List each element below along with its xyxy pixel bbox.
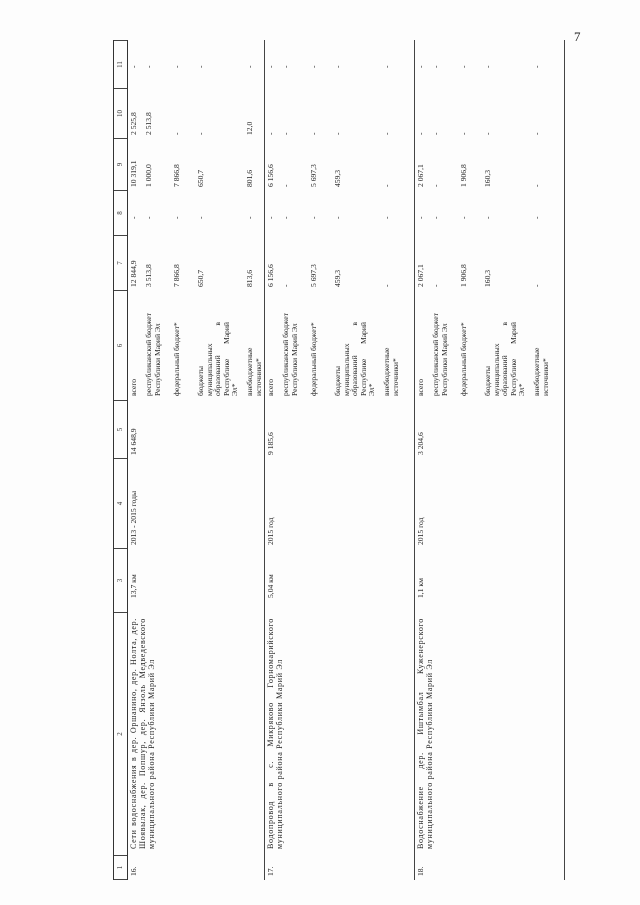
header-row bbox=[113, 40, 128, 880]
value-col8: - bbox=[266, 216, 275, 219]
value-col11: - bbox=[196, 65, 205, 68]
value-col9: 10 319,1 bbox=[129, 160, 138, 187]
funding-source: федеральный бюджет* bbox=[459, 322, 468, 396]
value-col8: - bbox=[431, 216, 440, 219]
column-header-7: 7 bbox=[114, 235, 127, 290]
value-col11: - bbox=[266, 65, 275, 68]
value-col11: - bbox=[309, 65, 318, 68]
value-col10: - bbox=[431, 132, 440, 135]
value-col10: - bbox=[309, 132, 318, 135]
value-col9: 2 067,1 bbox=[416, 164, 425, 187]
estimated-cost: 14 648,9 bbox=[129, 428, 138, 455]
value-col8-column bbox=[415, 190, 564, 235]
value-col7-column bbox=[415, 235, 564, 290]
object-name: Водопровод в с. Микряково Горномарийского муниципального района Республики Марий Эл bbox=[266, 618, 284, 849]
object-name: Водоснабжение дер. Иштымбал Куженерского муниципального района Республики Марий Эл bbox=[416, 618, 434, 849]
funding-source: республиканский бюджет Республики Марий Эл bbox=[431, 313, 449, 396]
value-col11: - bbox=[459, 65, 468, 68]
value-col11: - bbox=[382, 65, 391, 68]
value-col7: 7 866,8 bbox=[172, 264, 181, 287]
column-header-3: 3 bbox=[114, 548, 127, 612]
value-col8-column bbox=[128, 190, 264, 235]
value-col11: - bbox=[483, 65, 492, 68]
column-header-9: 9 bbox=[114, 138, 127, 190]
value-col10: 2 513,8 bbox=[144, 112, 153, 135]
value-col9: 5 697,3 bbox=[309, 164, 318, 187]
funding-source: бюджеты муниципальных образований в Республике Марий Эл* bbox=[483, 322, 527, 396]
column-header-4: 4 bbox=[114, 458, 127, 548]
value-col7: 160,3 bbox=[483, 269, 492, 287]
value-col9-column bbox=[265, 138, 414, 190]
value-col11: - bbox=[144, 65, 153, 68]
column-header-5: 5 bbox=[114, 400, 127, 458]
column-header-10: 10 bbox=[114, 88, 127, 138]
value-col10-column bbox=[415, 88, 564, 138]
funding-source: федеральный бюджет* bbox=[172, 322, 181, 396]
value-col10: - bbox=[281, 132, 290, 135]
value-col11-column bbox=[415, 40, 564, 88]
column-header-11: 11 bbox=[114, 40, 127, 88]
value-col8: - bbox=[483, 216, 492, 219]
object-capacity: 13,7 км bbox=[129, 574, 138, 598]
column-header-2: 2 bbox=[114, 612, 127, 855]
value-col10: - bbox=[196, 132, 205, 135]
object-name: Сети водоснабжения в дер. Оршанино, дер. Нолта, дер. Шоявылак, дер. Попшур, дер. Янзоль Медведевского муниципального района Республики Марий Эл bbox=[129, 618, 156, 849]
value-col7-column bbox=[265, 235, 414, 290]
value-col10: - bbox=[416, 132, 425, 135]
value-col8: - bbox=[172, 216, 181, 219]
value-col7: 2 067,1 bbox=[416, 264, 425, 287]
value-col7: 650,7 bbox=[196, 269, 205, 287]
value-col10: - bbox=[532, 132, 541, 135]
funding-source: всего bbox=[416, 378, 425, 396]
value-col8: - bbox=[459, 216, 468, 219]
funding-source: бюджеты муниципальных образований в Республике Марий Эл* bbox=[196, 322, 240, 396]
value-col9: - bbox=[382, 184, 391, 187]
value-col11: - bbox=[532, 65, 541, 68]
value-col9-column bbox=[128, 138, 264, 190]
value-col7: - bbox=[532, 284, 541, 287]
value-col11: - bbox=[416, 65, 425, 68]
column-header-6: 6 bbox=[114, 290, 127, 400]
value-col9: 1 906,8 bbox=[459, 164, 468, 187]
program-table bbox=[113, 40, 565, 880]
estimated-cost: 3 204,6 bbox=[416, 432, 425, 455]
value-col10: - bbox=[266, 132, 275, 135]
value-col9: 7 866,8 bbox=[172, 164, 181, 187]
value-col8: - bbox=[144, 216, 153, 219]
funding-source: всего bbox=[266, 378, 275, 396]
funding-source: всего bbox=[129, 378, 138, 396]
value-col8: - bbox=[382, 216, 391, 219]
rotated-table-wrapper bbox=[113, 40, 565, 880]
value-col11-column bbox=[265, 40, 414, 88]
value-col10-column bbox=[265, 88, 414, 138]
value-col10: - bbox=[333, 132, 342, 135]
implementation-period: 2015 год bbox=[416, 517, 425, 545]
table-row bbox=[415, 40, 565, 880]
value-col9: - bbox=[281, 184, 290, 187]
value-col9: 160,3 bbox=[483, 169, 492, 187]
funding-source-column bbox=[265, 290, 414, 400]
value-col8: - bbox=[309, 216, 318, 219]
value-col7: 3 513,8 bbox=[144, 264, 153, 287]
funding-source: внебюджетные источники* bbox=[245, 347, 263, 396]
page-number: 7 bbox=[574, 29, 581, 44]
funding-source: внебюджетные источники* bbox=[382, 347, 400, 396]
value-col8: - bbox=[416, 216, 425, 219]
value-col11: - bbox=[172, 65, 181, 68]
funding-source-column bbox=[415, 290, 564, 400]
value-col8: - bbox=[129, 216, 138, 219]
value-col10: - bbox=[459, 132, 468, 135]
value-col11: - bbox=[129, 65, 138, 68]
value-col7: 1 906,8 bbox=[459, 264, 468, 287]
value-col9: - bbox=[431, 184, 440, 187]
value-col11: - bbox=[333, 65, 342, 68]
value-col9: 801,6 bbox=[245, 169, 254, 187]
value-col7: - bbox=[431, 284, 440, 287]
row-number: 16. bbox=[129, 866, 138, 876]
value-col10-column bbox=[128, 88, 264, 138]
value-col8: - bbox=[196, 216, 205, 219]
object-capacity: 1,1 км bbox=[416, 578, 425, 598]
value-col9: 459,3 bbox=[333, 169, 342, 187]
value-col10: 2 525,8 bbox=[129, 112, 138, 135]
funding-source-column bbox=[128, 290, 264, 400]
value-col11: - bbox=[281, 65, 290, 68]
value-col10: - bbox=[172, 132, 181, 135]
value-col7: 459,3 bbox=[333, 269, 342, 287]
value-col10: 12,0 bbox=[245, 121, 254, 135]
value-col8: - bbox=[281, 216, 290, 219]
value-col9: 6 156,6 bbox=[266, 164, 275, 187]
value-col9: 1 000,0 bbox=[144, 164, 153, 187]
value-col7: 813,6 bbox=[245, 269, 254, 287]
value-col10: - bbox=[483, 132, 492, 135]
value-col7: 5 697,3 bbox=[309, 264, 318, 287]
estimated-cost: 9 185,6 bbox=[266, 432, 275, 455]
value-col9: 650,7 bbox=[196, 169, 205, 187]
value-col9: - bbox=[532, 184, 541, 187]
value-col8-column bbox=[265, 190, 414, 235]
table-row bbox=[128, 40, 265, 880]
value-col7: 6 156,6 bbox=[266, 264, 275, 287]
value-col11: - bbox=[245, 65, 254, 68]
value-col7-column bbox=[128, 235, 264, 290]
funding-source: внебюджетные источники* bbox=[532, 347, 550, 396]
implementation-period: 2015 год bbox=[266, 517, 275, 545]
value-col11: - bbox=[431, 65, 440, 68]
implementation-period: 2013 - 2015 годы bbox=[129, 490, 138, 545]
value-col7: - bbox=[382, 284, 391, 287]
funding-source: республиканский бюджет Республики Марий Эл bbox=[144, 313, 162, 396]
funding-source: республиканский бюджет Республики Марий Эл bbox=[281, 313, 299, 396]
value-col10: - bbox=[382, 132, 391, 135]
funding-source: бюджеты муниципальных образований в Республике Марий Эл* bbox=[333, 322, 377, 396]
value-col8: - bbox=[333, 216, 342, 219]
funding-source: федеральный бюджет* bbox=[309, 322, 318, 396]
object-capacity: 5,04 км bbox=[266, 574, 275, 598]
value-col8: - bbox=[532, 216, 541, 219]
row-number: 17. bbox=[266, 866, 275, 876]
value-col9-column bbox=[415, 138, 564, 190]
column-header-1: 1 bbox=[114, 855, 127, 880]
value-col11-column bbox=[128, 40, 264, 88]
value-col8: - bbox=[245, 216, 254, 219]
column-header-8: 8 bbox=[114, 190, 127, 235]
value-col7: 12 844,9 bbox=[129, 260, 138, 287]
value-col7: - bbox=[281, 284, 290, 287]
table-row bbox=[265, 40, 415, 880]
row-number: 18. bbox=[416, 866, 425, 876]
